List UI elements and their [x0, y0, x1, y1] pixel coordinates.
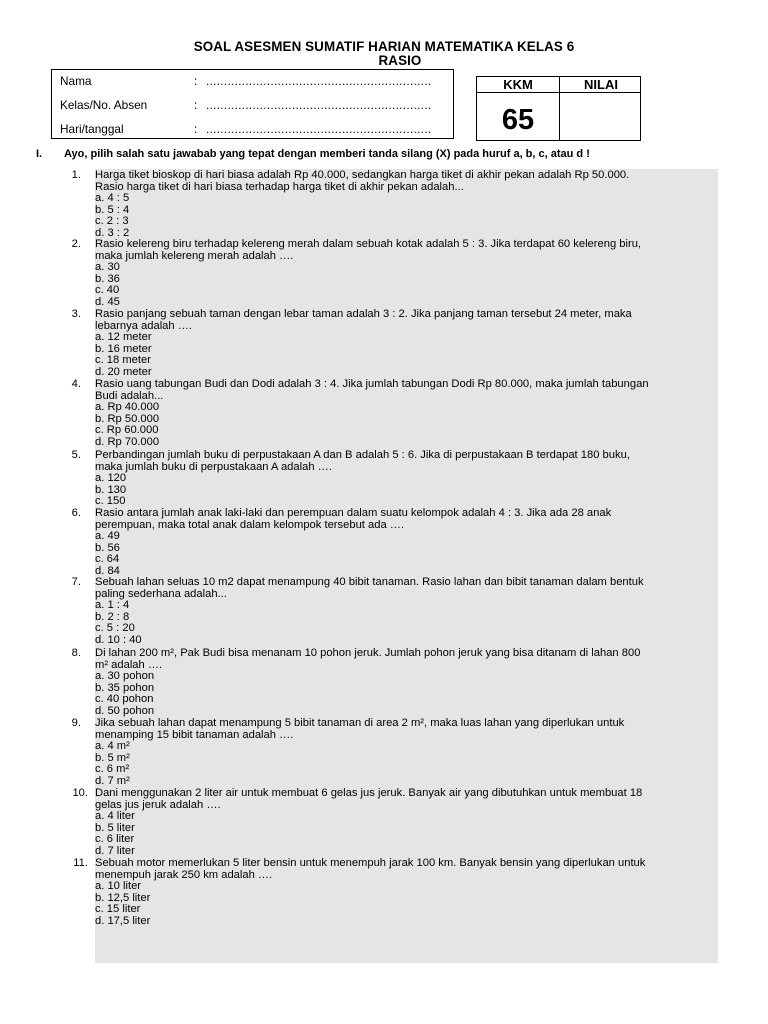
answer-option[interactable]: c. 64: [95, 553, 120, 566]
answer-option[interactable]: d. 50 pohon: [95, 705, 155, 717]
question-text-line: menamping 15 bibit tanaman adalah ….: [95, 728, 294, 741]
question-text-line: gelas jus jeruk adalah ….: [95, 798, 221, 811]
class-colon: :: [194, 98, 198, 112]
date-field[interactable]: ...............................................................: [206, 122, 432, 136]
class-field[interactable]: ...............................................................: [206, 98, 432, 112]
answer-option[interactable]: b. Rp 50.000: [95, 412, 160, 425]
answer-option[interactable]: d. 7 m²: [95, 775, 130, 787]
answer-option[interactable]: d. Rp 70.000: [95, 436, 160, 448]
question-text-line: paling sederhana adalah...: [95, 587, 227, 600]
question-number: 10.: [72, 787, 88, 799]
section-number: I.: [36, 148, 43, 160]
answer-option[interactable]: b. 35 pohon: [95, 681, 155, 694]
question-text-line: Rasio harga tiket di hari biasa terhadap harga tiket di akhir pekan adalah...: [95, 180, 464, 193]
worksheet-title: SOAL ASESMEN SUMATIF HARIAN MATEMATIKA KELAS 6: [193, 39, 575, 54]
question-text-line: Dani menggunakan 2 liter air untuk membuat 6 gelas jus jeruk. Banyak air yang dibutuhkan untuk membuat 18: [95, 787, 643, 799]
answer-option[interactable]: c. 2 : 3: [95, 215, 129, 228]
instruction-text: Ayo, pilih salah satu jawabab yang tepat dengan memberi tanda silang (X) pada huruf a, b, c, atau d !: [64, 148, 590, 160]
answer-option[interactable]: d. 10 : 40: [95, 634, 142, 646]
identity-row-class: [52, 98, 453, 114]
answer-option[interactable]: a. 4 : 5: [95, 192, 130, 205]
answer-option[interactable]: c. 6 m²: [95, 763, 130, 776]
answer-option[interactable]: a. 30: [95, 261, 120, 274]
identity-row-date: [52, 122, 453, 138]
question-text-line: Budi adalah...: [95, 389, 164, 402]
question-text-line: m² adalah ….: [95, 658, 163, 671]
score-table: [476, 76, 641, 141]
answer-option[interactable]: a. 30 pohon: [95, 670, 155, 683]
answer-option[interactable]: c. 18 meter: [95, 354, 151, 367]
answer-option[interactable]: b. 12,5 liter: [95, 891, 151, 904]
answer-option[interactable]: d. 84: [95, 565, 120, 577]
answer-option[interactable]: c. 6 liter: [95, 833, 135, 846]
questions-highlight-area: [95, 169, 718, 963]
answer-option[interactable]: b. 16 meter: [95, 342, 152, 355]
question-number: 4.: [71, 378, 81, 390]
answer-option[interactable]: a. 12 meter: [95, 331, 152, 344]
nilai-header: NILAI: [584, 77, 618, 92]
student-identity-box: [51, 69, 454, 139]
class-label: Kelas/No. Absen: [60, 98, 148, 112]
question-text-line: Perbandingan jumlah buku di perpustakaan A dan B adalah 5 : 6. Jika di perpustakaan B terdapat 180 buku,: [95, 449, 630, 461]
question-text-line: Sebuah lahan seluas 10 m2 dapat menampung 40 bibit tanaman. Rasio lahan dan bibit tanaman dalam bentuk: [95, 576, 644, 588]
answer-option[interactable]: a. 49: [95, 530, 120, 543]
question-text-line: Rasio kelereng biru terhadap kelereng merah dalam sebuah kotak adalah 5 : 3. Jika terdapat 60 kelereng biru,: [95, 238, 642, 250]
question-text-line: Sebuah motor memerlukan 5 liter bensin untuk menempuh jarak 100 km. Banyak bensin yang diperlukan untuk: [95, 857, 646, 869]
question-text-line: maka jumlah kelereng merah adalah ….: [95, 249, 294, 262]
answer-option[interactable]: c. 15 liter: [95, 903, 141, 916]
answer-option[interactable]: b. 5 : 4: [95, 203, 130, 216]
question-number: 8.: [71, 647, 81, 659]
answer-option[interactable]: d. 7 liter: [95, 845, 135, 857]
answer-option[interactable]: c. 40: [95, 284, 120, 297]
question-text-line: perempuan, maka total anak dalam kelompok tersebut ada ….: [95, 518, 405, 531]
question-text-line: Di lahan 200 m², Pak Budi bisa menanam 10 pohon jeruk. Jumlah pohon jeruk yang bisa ditanam di lahan 800: [95, 647, 641, 659]
identity-row-name: [52, 74, 453, 90]
question-number: 1.: [71, 169, 81, 181]
name-field[interactable]: ...............................................................: [206, 74, 432, 88]
answer-option[interactable]: c. 5 : 20: [95, 622, 135, 635]
question-text-line: lebarnya adalah ….: [95, 319, 193, 332]
date-colon: :: [194, 122, 198, 136]
question-number: 2.: [71, 238, 81, 250]
kkm-header: KKM: [503, 77, 533, 92]
answer-option[interactable]: d. 20 meter: [95, 366, 152, 378]
answer-option[interactable]: b. 5 m²: [95, 751, 130, 764]
question-text-line: Rasio antara jumlah anak laki-laki dan perempuan dalam suatu kelompok adalah 4 : 3. Jika ada 28 anak: [95, 507, 612, 519]
kkm-value: 65: [501, 104, 535, 136]
question-text-line: Jika sebuah lahan dapat menampung 5 bibit tanaman di area 2 m², maka luas lahan yang diperlukan untuk: [95, 717, 625, 729]
answer-option[interactable]: a. 4 m²: [95, 740, 130, 753]
answer-option[interactable]: c. Rp 60.000: [95, 424, 159, 437]
answer-option[interactable]: b. 5 liter: [95, 821, 135, 834]
name-colon: :: [194, 74, 198, 88]
question-text-line: Rasio uang tabungan Budi dan Dodi adalah 3 : 4. Jika jumlah tabungan Dodi Rp 80.000, maka jumlah tabungan: [95, 378, 649, 390]
answer-option[interactable]: d. 3 : 2: [95, 227, 130, 239]
answer-option[interactable]: a. 4 liter: [95, 810, 135, 823]
question-number: 11.: [73, 857, 88, 869]
answer-option[interactable]: a. 120: [95, 472, 127, 485]
question-number: 6.: [71, 507, 81, 519]
question-number: 9.: [71, 717, 81, 729]
worksheet-subtitle: RASIO: [378, 53, 422, 68]
date-label: Hari/tanggal: [60, 122, 124, 136]
answer-option[interactable]: b. 36: [95, 272, 120, 285]
name-label: Nama: [60, 74, 92, 88]
question-text-line: menempuh jarak 250 km adalah ….: [95, 868, 273, 881]
answer-option[interactable]: a. 1 : 4: [95, 599, 130, 612]
answer-option[interactable]: b. 130: [95, 483, 127, 496]
question-text-line: Rasio panjang sebuah taman dengan lebar taman adalah 3 : 2. Jika panjang taman tersebut 24 meter, maka: [95, 308, 632, 320]
question-text-line: Harga tiket bioskop di hari biasa adalah Rp 40.000, sedangkan harga tiket di akhir pekan adalah Rp 50.000.: [95, 169, 630, 181]
question-number: 5.: [71, 449, 81, 461]
question-number: 3.: [71, 308, 81, 320]
answer-option[interactable]: d. 45: [95, 296, 120, 308]
answer-option[interactable]: d. 17,5 liter: [95, 915, 151, 927]
answer-option[interactable]: c. 40 pohon: [95, 693, 154, 706]
answer-option[interactable]: a. 10 liter: [95, 880, 142, 893]
question-number: 7.: [71, 576, 81, 588]
score-divider-horizontal: [477, 92, 640, 93]
answer-option[interactable]: b. 56: [95, 541, 120, 554]
question-text-line: maka jumlah buku di perpustakaan A adalah ….: [95, 460, 332, 473]
answer-option[interactable]: a. Rp 40.000: [95, 401, 160, 414]
answer-option[interactable]: b. 2 : 8: [95, 610, 130, 623]
answer-option[interactable]: c. 150: [95, 495, 126, 508]
